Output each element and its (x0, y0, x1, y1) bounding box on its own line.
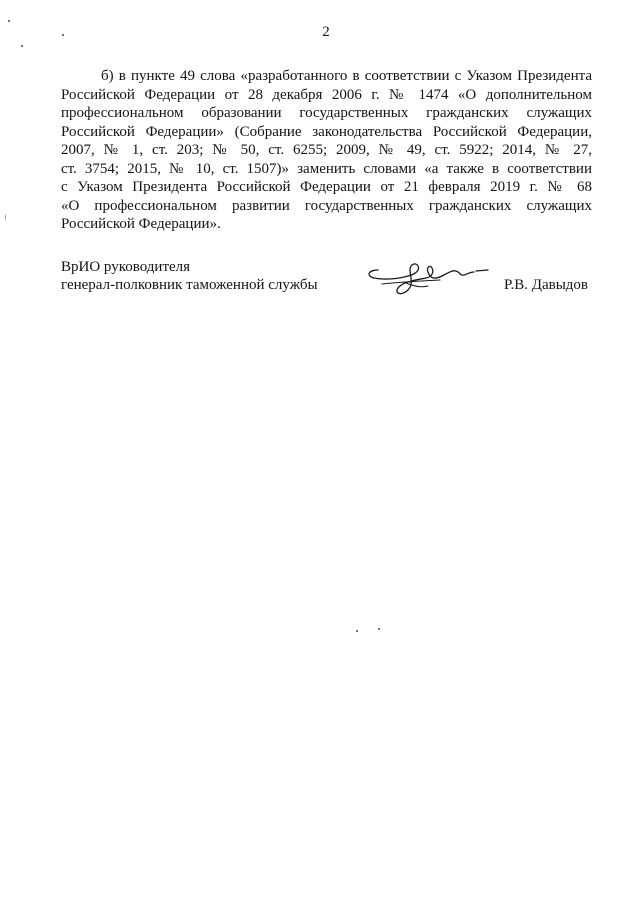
body-line: Российской Федерации от 28 декабря 2006 г. № 1474 «О дополнительном (61, 86, 592, 103)
body-line: Российской Федерации». (61, 216, 221, 232)
body-line: б) в пункте 49 слова «разработанного в соответствии с Указом Президента (101, 68, 592, 84)
page-number: 2 (322, 24, 330, 40)
handwritten-signature (364, 258, 492, 300)
scan-speck (378, 628, 380, 630)
signatory-title (61, 258, 318, 294)
signatory-name: Р.В. Давыдов (504, 277, 588, 293)
body-line: ст. 3754; 2015, № 10, ст. 1507)» заменить словами «а также в соответствии (61, 160, 592, 177)
scan-speck (62, 34, 64, 36)
scan-speck (21, 45, 23, 47)
scan-speck (5, 214, 6, 220)
scan-speck (8, 20, 10, 22)
signatory-title-line2: генерал-полковник таможенной службы (61, 277, 318, 293)
body-line: Российской Федерации» (Собрание законодательства Российской Федерации, (61, 123, 592, 140)
body-line: с Указом Президента Российской Федерации от 21 февраля 2019 г. № 68 (61, 179, 592, 195)
signatory-title-line1: ВрИО руководителя (61, 259, 191, 275)
scan-speck (356, 630, 358, 632)
document-body (61, 67, 592, 234)
body-line: 2007, № 1, ст. 203; № 50, ст. 6255; 2009, № 49, ст. 5922; 2014, № 27, (61, 142, 592, 158)
body-line: профессиональном образовании государственных гражданских служащих (61, 105, 592, 121)
body-line: «О профессиональном развитии государственных гражданских служащих (61, 197, 592, 214)
